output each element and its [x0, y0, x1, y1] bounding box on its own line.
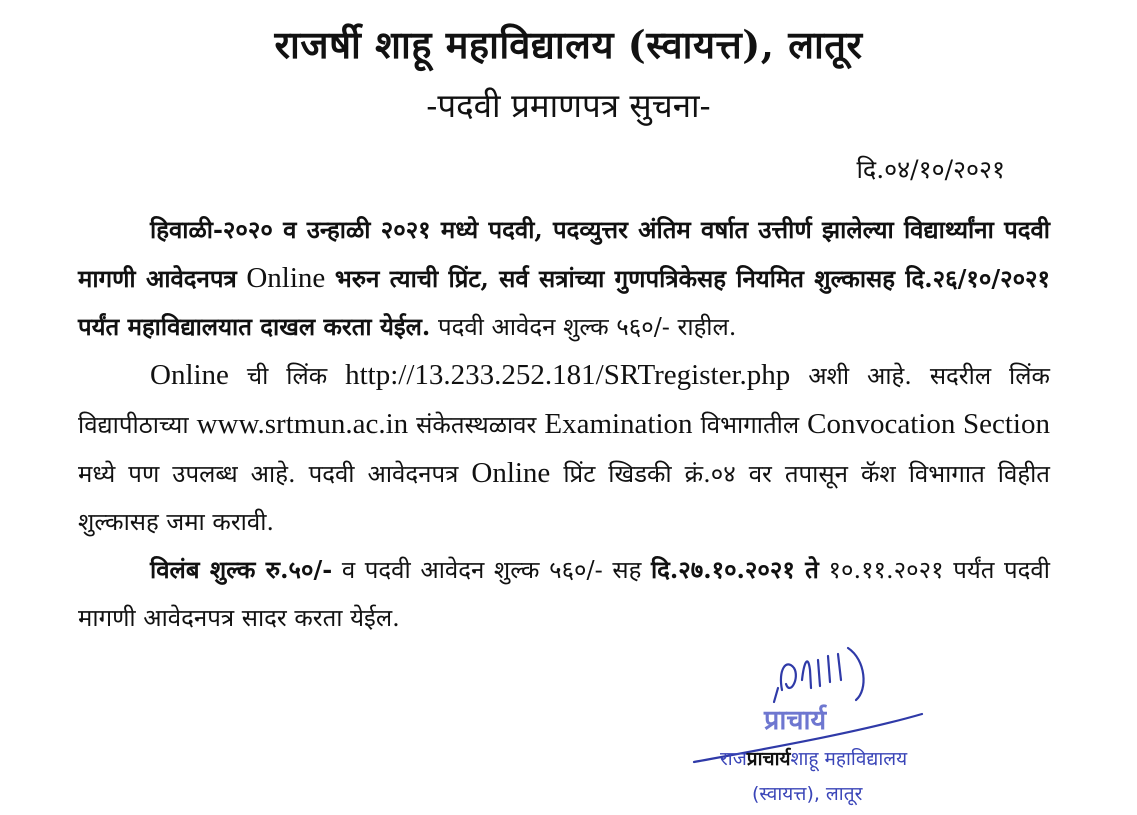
principal-title: प्राचार्य	[746, 748, 791, 770]
stamp-institution-prefix: राज	[720, 748, 747, 770]
notice-body	[78, 206, 1050, 642]
link-info-text: अशी आहे. सदरील लिंक विद्यापीठाच्या	[78, 362, 1050, 439]
department-text: विभागातील	[700, 411, 800, 439]
deadline-text: भरुन त्याची प्रिंट, सर्व सत्रांच्या गुणपत्रिकेसह नियमित शुल्कासह दि.२६/१०/२०२१ पर्यंत महाविद्यालयात दाखल करता येईल.	[78, 264, 1051, 341]
notice-date: दि.०४/१०/२०२१	[856, 155, 1005, 184]
notice-subtitle: -पदवी प्रमाणपत्र सुचना-	[426, 86, 711, 125]
degree-application-text: हिवाळी-२०२० व उन्हाळी २०२१ मध्ये पदवी, पदव्युत्तर अंतिम वर्षात उत्तीर्ण झालेल्या विद्यार्थ्यांना पदवी मागणी आवेदनपत्र	[78, 215, 1050, 293]
principal-signature-block	[690, 640, 990, 815]
examination-word: Examination	[544, 408, 693, 440]
stamp-designation: प्राचार्य	[764, 705, 827, 736]
stamp-city: (स्वायत्त), लातूर	[752, 783, 863, 805]
paragraph-online-link	[78, 351, 1050, 546]
registration-link[interactable]: http://13.233.252.181/SRTregister.php	[345, 359, 791, 391]
stamp-shahu: शाहू	[790, 748, 819, 770]
link-intro-text: ची लिंक	[246, 362, 328, 390]
online-word: Online	[471, 457, 551, 489]
late-fee-text: विलंब शुल्क रु.५०/-	[150, 555, 333, 584]
paragraph-late-fee	[78, 546, 1050, 642]
late-fee-end-text: १०.११.२०२१ पर्यंत पदवी मागणी आवेदनपत्र सादर करता येईल.	[78, 556, 1050, 632]
late-fee-start-date: दि.२७.१०.२०२१ ते	[650, 555, 819, 584]
submission-text: प्रिंट खिडकी क्रं.०४ वर तपासून कॅश विभागात विहीत शुल्कासह जमा करावी.	[78, 460, 1050, 536]
fee-text: पदवी आवेदन शुल्क ५६०/- राहील.	[437, 313, 737, 341]
university-website[interactable]: www.srtmun.ac.in	[196, 408, 409, 440]
website-text: संकेतस्थळावर	[416, 411, 537, 439]
late-fee-details: व पदवी आवेदन शुल्क ५६०/- सह	[341, 556, 642, 584]
stamp-institution	[720, 745, 907, 771]
college-title: राजर्षी शाहू महाविद्यालय (स्वायत्त), लातूर	[274, 22, 863, 67]
principal-stamp	[690, 640, 990, 815]
stamp-institution-suffix: महाविद्यालय	[824, 748, 908, 770]
paragraph-degree-application	[78, 206, 1050, 351]
availability-text: मध्ये पण उपलब्ध आहे. पदवी आवेदनपत्र	[78, 460, 459, 488]
online-word: Online	[246, 262, 326, 294]
online-word: Online	[150, 359, 229, 391]
convocation-section: Convocation Section	[807, 408, 1050, 440]
